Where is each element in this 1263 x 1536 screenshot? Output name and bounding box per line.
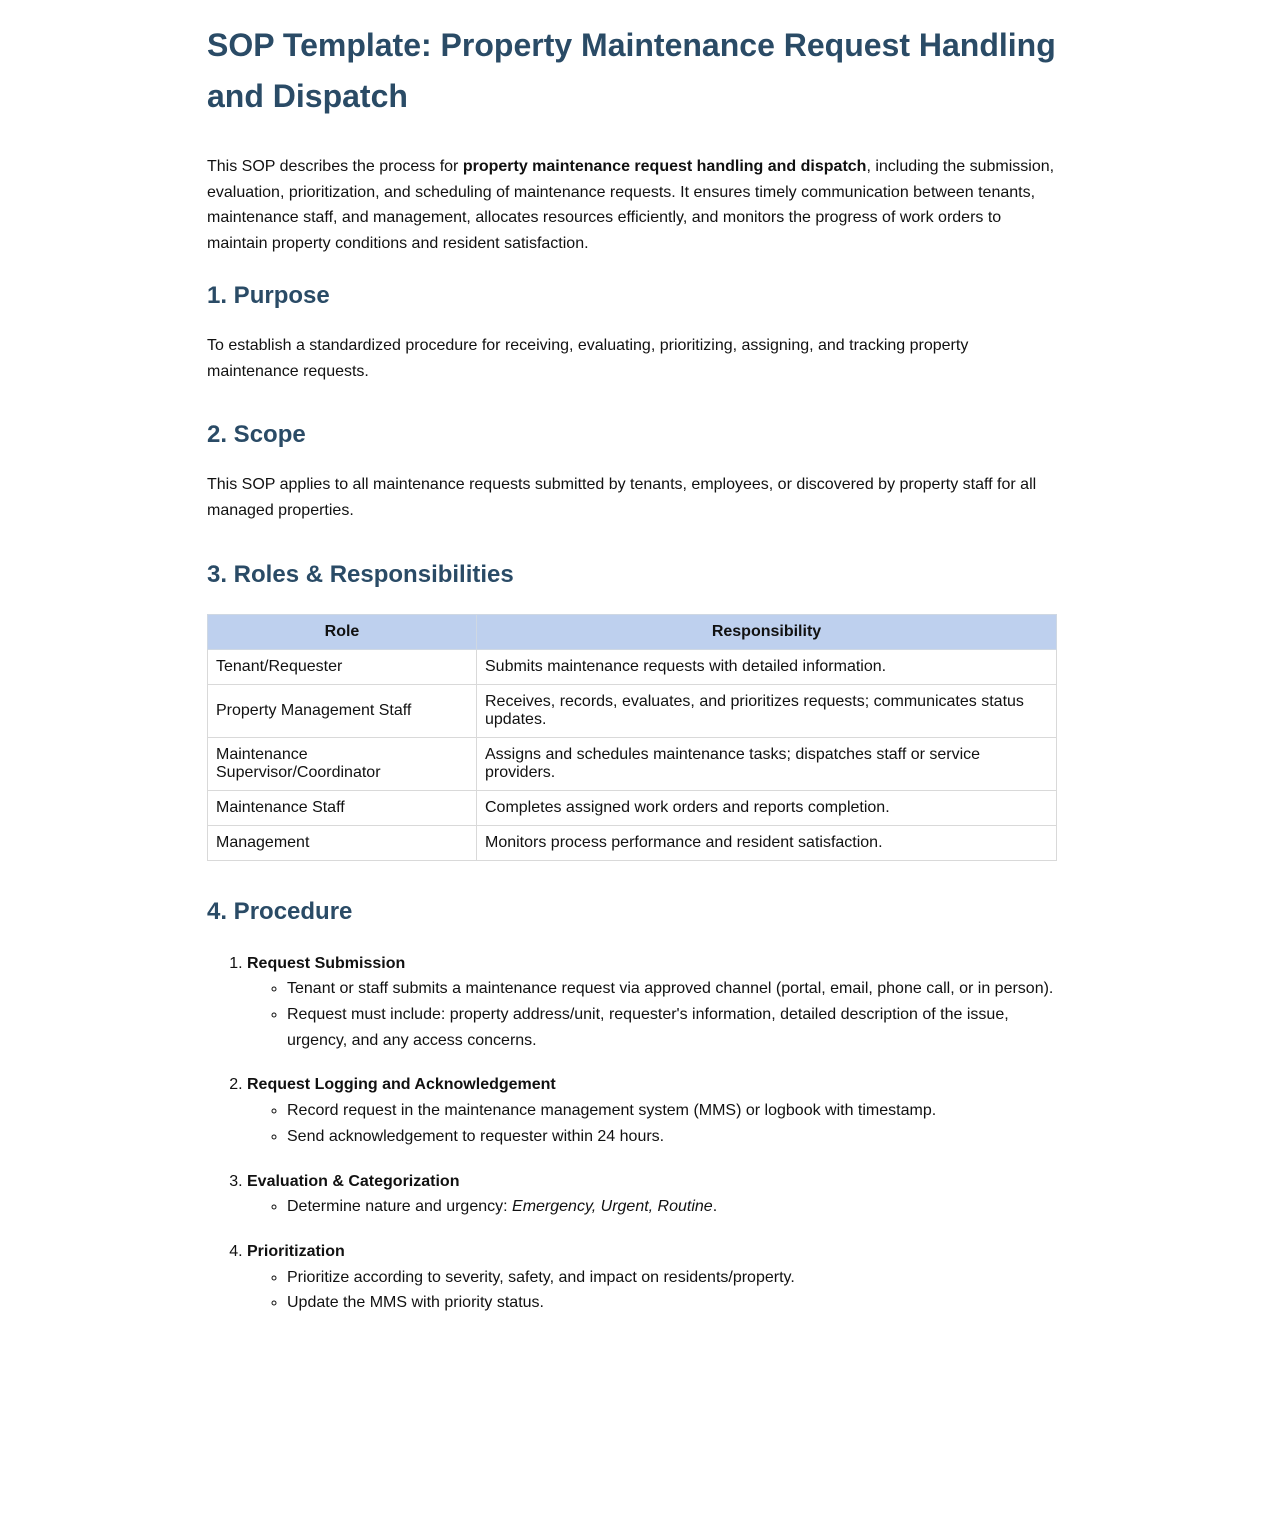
responsibility-cell: Submits maintenance requests with detailed information. <box>477 649 1057 684</box>
responsibility-cell: Completes assigned work orders and reports completion. <box>477 790 1057 825</box>
role-cell: Maintenance Staff <box>208 790 477 825</box>
intro-text-bold: property maintenance request handling and dispatch <box>462 158 867 175</box>
column-header-role: Role <box>208 614 477 649</box>
roles-heading: 3. Roles & Responsibilities <box>207 560 514 588</box>
urgency-categories: Emergency, Urgent, Routine <box>512 1198 713 1216</box>
step-sub-list <box>247 1098 1057 1149</box>
responsibility-cell: Assigns and schedules maintenance tasks; dispatches staff or service providers. <box>477 737 1057 790</box>
column-header-responsibility: Responsibility <box>477 614 1057 649</box>
intro-paragraph <box>207 154 1057 257</box>
list-item-text: Determine nature and urgency: <box>287 1198 513 1216</box>
purpose-heading: 1. Purpose <box>207 281 330 309</box>
table-row <box>208 790 1057 825</box>
list-item-end: . <box>712 1198 718 1216</box>
purpose-text: To establish a standardized procedure for receiving, evaluating, prioritizing, assigning, and tracking property maintenance requests. <box>207 336 969 380</box>
role-cell: Tenant/Requester <box>208 649 477 684</box>
role-cell: Property Management Staff <box>208 684 477 737</box>
procedure-step <box>247 1169 1057 1220</box>
responsibility-cell: Receives, records, evaluates, and prioritizes requests; communicates status updates. <box>477 684 1057 737</box>
step-sub-list <box>247 976 1057 1053</box>
list-item: ◦ Tenant or staff submits a maintenance request via approved channel (portal, email, phone call, or in person). <box>287 976 1057 1002</box>
procedure-step <box>247 951 1057 1054</box>
list-item: ◦ Request must include: property address/unit, requester's information, detailed description of the issue, urgency, and any access concerns. <box>287 1002 1057 1053</box>
role-cell: Management <box>208 825 477 860</box>
intro-text-end: , including the submission, evaluation, prioritization, and scheduling of maintenance requests. It ensures timely communication between tenants, maintenance staff, and management, allocates resources efficiently, and monitors the progress of work orders to maintain property conditions and resident satisfaction. <box>207 158 1055 253</box>
step-title: Request Submission <box>247 954 406 972</box>
table-row <box>208 649 1057 684</box>
step-sub-list <box>247 1265 1057 1316</box>
role-cell: Maintenance Supervisor/Coordinator <box>208 737 477 790</box>
scope-text: This SOP applies to all maintenance requests submitted by tenants, employees, or discovered by property staff for all managed properties. <box>207 476 1037 519</box>
table-row <box>208 684 1057 737</box>
roles-table <box>207 614 1057 861</box>
intro-text-start: This SOP describes the process for <box>207 158 463 175</box>
document-page <box>207 0 1057 1312</box>
list-item: ◦ Prioritize according to severity, safety, and impact on residents/property. <box>287 1265 1057 1291</box>
procedure-heading: 4. Procedure <box>207 897 353 925</box>
step-title: Prioritization <box>247 1242 345 1260</box>
list-item: ◦ Update the MMS with priority status. <box>287 1290 1057 1316</box>
step-title: Request Logging and Acknowledgement <box>247 1076 556 1094</box>
table-header-row <box>208 614 1057 649</box>
table-row <box>208 825 1057 860</box>
procedure-steps-list <box>207 951 1057 1316</box>
list-item <box>287 1194 1057 1220</box>
table-row <box>208 737 1057 790</box>
step-title: Evaluation & Categorization <box>247 1172 460 1190</box>
page-title: SOP Template: Property Maintenance Request Handling and Dispatch <box>207 27 1056 114</box>
list-item: ◦ Record request in the maintenance management system (MMS) or logbook with timestamp. <box>287 1098 1057 1124</box>
responsibility-cell: Monitors process performance and resident satisfaction. <box>477 825 1057 860</box>
procedure-step <box>247 1072 1057 1149</box>
procedure-step <box>247 1239 1057 1316</box>
scope-heading: 2. Scope <box>207 421 306 449</box>
step-sub-list <box>247 1194 1057 1220</box>
list-item: ◦ Send acknowledgement to requester within 24 hours. <box>287 1124 1057 1150</box>
